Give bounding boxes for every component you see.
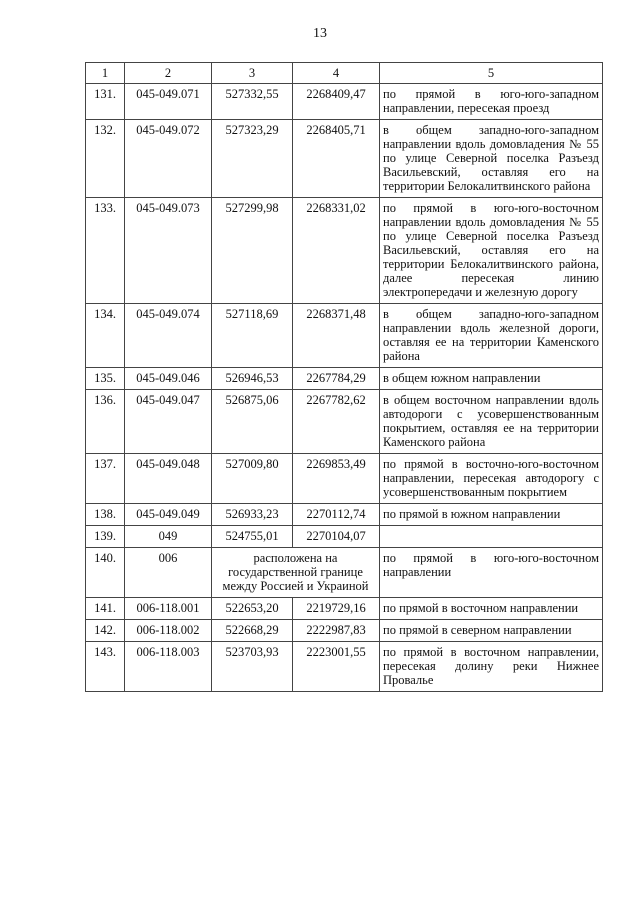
table-row: [86, 454, 603, 504]
description-cell: [380, 526, 603, 548]
location-note-cell: расположена на государственной границе между Россией и Украиной: [212, 548, 380, 598]
table-row: [86, 120, 603, 198]
description-cell: в общем западно-юго-западном направлении вдоль домовладения № 55 по улице Северной поселка Разъезд Васильевский, оставляя его на территории Белокалитвинского района: [380, 120, 603, 198]
row-number-cell: 131.: [86, 84, 125, 120]
point-code-cell: 006: [125, 548, 212, 598]
x-coordinate-cell: 522653,20: [212, 598, 293, 620]
y-coordinate-cell: 2268409,47: [293, 84, 380, 120]
table-row: [86, 304, 603, 368]
x-coordinate-cell: 524755,01: [212, 526, 293, 548]
x-coordinate-cell: 527009,80: [212, 454, 293, 504]
table-row: [86, 526, 603, 548]
row-number-cell: 134.: [86, 304, 125, 368]
table-header-row: [86, 63, 603, 84]
description-cell: в общем восточном направлении вдоль автодороги с усовершенствованным покрытием, оставляя ее на территории Каменского района: [380, 390, 603, 454]
header-cell: 4: [293, 63, 380, 84]
point-code-cell: 006-118.003: [125, 642, 212, 692]
description-cell: по прямой в юго-юго-западном направлении, пересекая проезд: [380, 84, 603, 120]
row-number-cell: 133.: [86, 198, 125, 304]
row-number-cell: 142.: [86, 620, 125, 642]
y-coordinate-cell: 2268371,48: [293, 304, 380, 368]
description-cell: по прямой в северном направлении: [380, 620, 603, 642]
row-number-cell: 135.: [86, 368, 125, 390]
point-code-cell: 006-118.001: [125, 598, 212, 620]
y-coordinate-cell: 2269853,49: [293, 454, 380, 504]
table-row: [86, 368, 603, 390]
point-code-cell: 045-049.074: [125, 304, 212, 368]
x-coordinate-cell: 527118,69: [212, 304, 293, 368]
point-code-cell: 045-049.048: [125, 454, 212, 504]
x-coordinate-cell: 527332,55: [212, 84, 293, 120]
row-number-cell: 139.: [86, 526, 125, 548]
x-coordinate-cell: 526875,06: [212, 390, 293, 454]
description-cell: в общем южном направлении: [380, 368, 603, 390]
x-coordinate-cell: 526933,23: [212, 504, 293, 526]
description-cell: по прямой в южном направлении: [380, 504, 603, 526]
header-cell: 1: [86, 63, 125, 84]
table-row: [86, 620, 603, 642]
point-code-cell: 045-049.049: [125, 504, 212, 526]
y-coordinate-cell: 2267784,29: [293, 368, 380, 390]
y-coordinate-cell: 2268405,71: [293, 120, 380, 198]
point-code-cell: 045-049.072: [125, 120, 212, 198]
table-row: [86, 390, 603, 454]
row-number-cell: 138.: [86, 504, 125, 526]
point-code-cell: 045-049.046: [125, 368, 212, 390]
row-number-cell: 141.: [86, 598, 125, 620]
x-coordinate-cell: 526946,53: [212, 368, 293, 390]
description-cell: по прямой в юго-юго-восточном направлении: [380, 548, 603, 598]
y-coordinate-cell: 2222987,83: [293, 620, 380, 642]
x-coordinate-cell: 522668,29: [212, 620, 293, 642]
y-coordinate-cell: 2223001,55: [293, 642, 380, 692]
boundary-table: [85, 62, 603, 692]
point-code-cell: 045-049.047: [125, 390, 212, 454]
header-cell: 2: [125, 63, 212, 84]
description-cell: по прямой в восточном направлении: [380, 598, 603, 620]
row-number-cell: 140.: [86, 548, 125, 598]
y-coordinate-cell: 2270104,07: [293, 526, 380, 548]
x-coordinate-cell: 523703,93: [212, 642, 293, 692]
description-cell: по прямой в юго-юго-восточном направлении вдоль домовладения № 55 по улице Северной поселка Разъезд Васильевский, оставляя его на территории Белокалитвинского района, далее пересекая линию электропередачи и железную дорогу: [380, 198, 603, 304]
table-row: [86, 598, 603, 620]
point-code-cell: 006-118.002: [125, 620, 212, 642]
description-cell: по прямой в восточно-юго-восточном направлении, пересекая автодорогу с усовершенствованным покрытием: [380, 454, 603, 504]
x-coordinate-cell: 527323,29: [212, 120, 293, 198]
table-row: [86, 504, 603, 526]
row-number-cell: 132.: [86, 120, 125, 198]
table-row: [86, 642, 603, 692]
page-number: 13: [313, 26, 327, 41]
table-row: [86, 198, 603, 304]
table-row: [86, 84, 603, 120]
row-number-cell: 136.: [86, 390, 125, 454]
header-cell: 3: [212, 63, 293, 84]
y-coordinate-cell: 2267782,62: [293, 390, 380, 454]
header-cell: 5: [380, 63, 603, 84]
description-cell: в общем западно-юго-западном направлении вдоль железной дороги, оставляя ее на территории Каменского района: [380, 304, 603, 368]
table-row: [86, 548, 603, 598]
point-code-cell: 045-049.071: [125, 84, 212, 120]
row-number-cell: 143.: [86, 642, 125, 692]
y-coordinate-cell: 2219729,16: [293, 598, 380, 620]
x-coordinate-cell: 527299,98: [212, 198, 293, 304]
y-coordinate-cell: 2270112,74: [293, 504, 380, 526]
point-code-cell: 049: [125, 526, 212, 548]
row-number-cell: 137.: [86, 454, 125, 504]
point-code-cell: 045-049.073: [125, 198, 212, 304]
description-cell: по прямой в восточном направлении, пересекая долину реки Нижнее Провалье: [380, 642, 603, 692]
y-coordinate-cell: 2268331,02: [293, 198, 380, 304]
